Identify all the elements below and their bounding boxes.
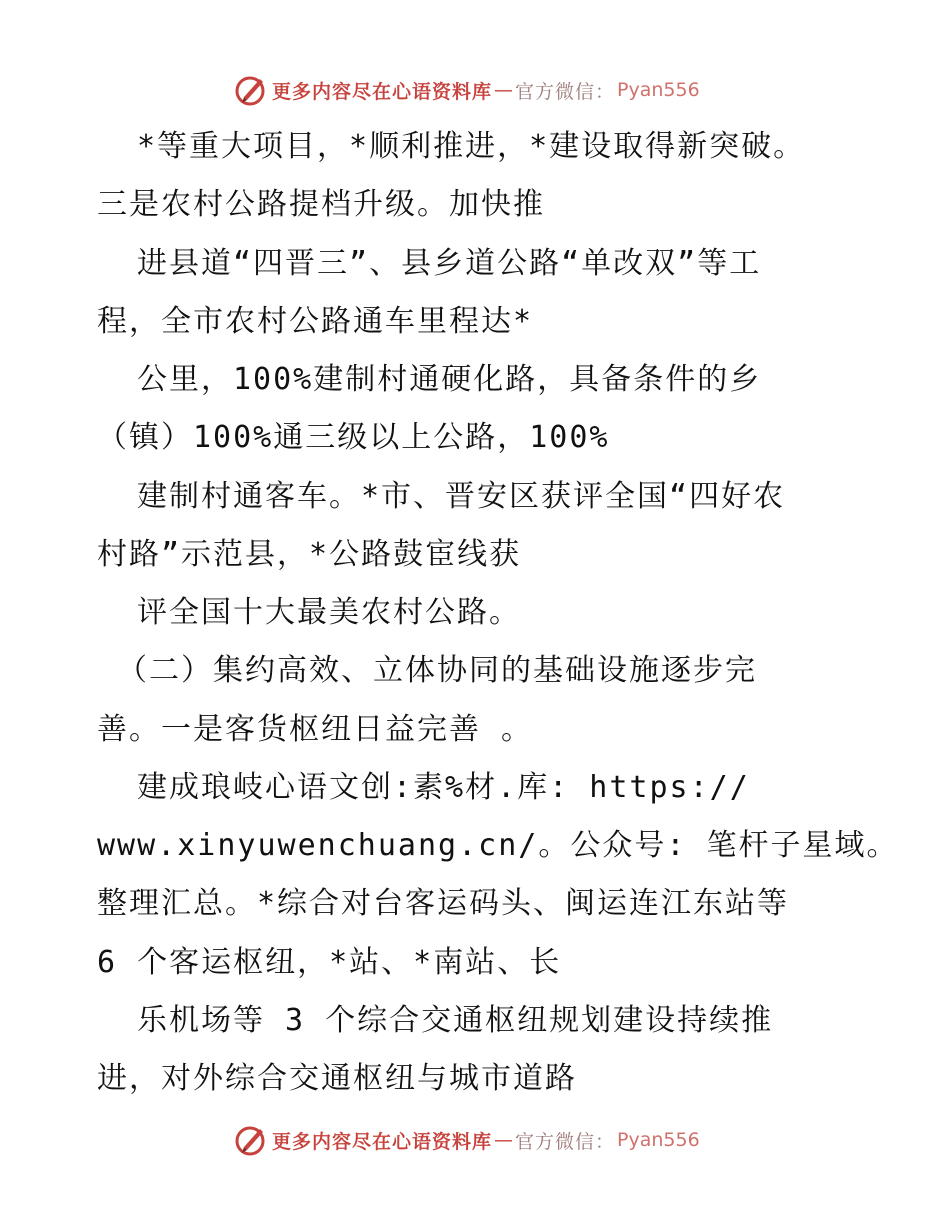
text-line: （镇）100%通三级以上公路，100% (97, 420, 610, 455)
text-line: 整理汇总。*综合对台客运码头、闽运连江东站等 (97, 886, 790, 921)
watermark-wechat-id: Pyan556 (617, 1129, 700, 1151)
text-line: 乐机场等 3 个综合交通枢纽规划建设持续推 (137, 1003, 774, 1038)
watermark-header (234, 73, 700, 107)
text-line: www.xinyuwenchuang.cn/。公众号: 笔杆子星域。 (97, 828, 899, 863)
text-line: 公里，100%建制村通硬化路，具备条件的乡 (137, 362, 762, 397)
watermark-wechat-id: Pyan556 (617, 79, 700, 101)
text-line: 评全国十大最美农村公路。 (137, 595, 521, 630)
text-line: 三是农村公路提档升级。加快推 (97, 187, 545, 222)
watermark-separator: — (494, 79, 514, 101)
text-line: 善。一是客货枢纽日益完善 。 (97, 712, 534, 747)
watermark-footer (234, 1123, 700, 1157)
text-line: 6 个客运枢纽，*站、*南站、长 (97, 945, 562, 980)
watermark-brand: 更多内容尽在心语资料库 (272, 80, 493, 103)
text-line: *等重大项目，*顺利推进，*建设取得新突破。 (137, 129, 806, 164)
text-line: 进，对外综合交通枢纽与城市道路 (97, 1061, 577, 1096)
text-line: 建成琅岐心语文创:素%材.库: https:// (137, 770, 750, 805)
watermark-separator: — (494, 1129, 514, 1151)
pen-logo-icon (234, 1123, 268, 1157)
watermark-brand: 更多内容尽在心语资料库 (272, 1130, 493, 1153)
watermark-wechat-label: 官方微信： (515, 1130, 616, 1153)
watermark-wechat-label: 官方微信： (515, 80, 616, 103)
text-line: 村路”示范县，*公路鼓宦线获 (97, 537, 522, 572)
text-line: 建制村通客车。*市、晋安区获评全国“四好农 (137, 479, 786, 514)
text-line: 程，全市农村公路通车里程达* (97, 304, 534, 339)
text-line: （二）集约高效、立体协同的基础设施逐步完 (117, 653, 757, 688)
pen-logo-icon (234, 73, 268, 107)
text-line: 进县道“四晋三”、县乡道公路“单改双”等工 (137, 246, 762, 281)
